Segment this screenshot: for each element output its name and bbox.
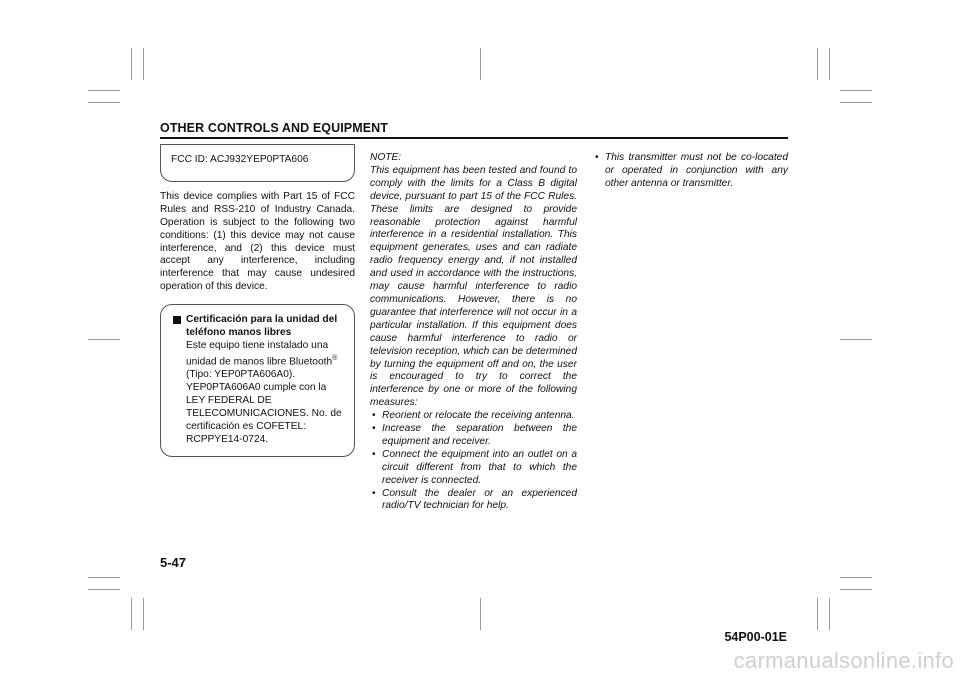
page-number: 5-47 <box>160 555 187 570</box>
note-text: This equipment has been tested and found to comply with the limits for a Class B digital device, pursuant to part 15 of the FCC Rules. These limits are designed to provide reasonable protection against harmful interference in a residential installation. This equipment generates, uses and can radiate radio frequency energy and, if not installed and used in accordance with the instructions, may cause harmful interference to radio communications. However, there is no guarantee that interference will not occur in a particular installation. If this equipment does cause harmful interference to radio or television reception, which can be determined by turning the equipment off and on, the user is encouraged to try to correct the interference by one or more of the following measures: <box>370 164 577 409</box>
list-item: • Consult the dealer or an experienced radio/TV technician for help. <box>370 488 577 514</box>
crop-mark <box>88 339 120 340</box>
crop-mark <box>840 589 872 590</box>
crop-mark <box>840 339 872 340</box>
crop-mark <box>88 589 120 590</box>
note-label: NOTE: <box>370 152 402 163</box>
measures-list <box>370 410 577 513</box>
list-item: • Reorient or relocate the receiving antenna. <box>370 410 577 423</box>
certification-title-row <box>173 314 342 340</box>
crop-mark <box>817 48 818 80</box>
crop-mark <box>131 48 132 80</box>
square-bullet-icon <box>173 316 181 324</box>
crop-mark <box>88 90 120 91</box>
transmitter-list <box>593 152 788 191</box>
registered-mark: ® <box>332 354 338 362</box>
crop-mark <box>143 598 144 630</box>
compliance-text: This device complies with Part 15 of FCC Rules and RSS-210 of Industry Canada. Operation is subject to the following two conditions: (1) this device may not cause interference, and (2) this device must accept any interference, including interference that may cause undesired operation of this device. <box>160 190 355 293</box>
crop-mark <box>480 48 481 80</box>
middle-column <box>370 152 577 513</box>
crop-mark <box>817 598 818 630</box>
header-rule <box>160 137 788 139</box>
section-title: OTHER CONTROLS AND EQUIPMENT <box>160 121 389 135</box>
crop-mark <box>131 598 132 630</box>
certification-body <box>173 340 342 447</box>
crop-mark <box>829 48 830 80</box>
certification-text-b: (Tipo: YEP0PTA606A0). YEP0PTA606A0 cumple con la LEY FEDERAL DE TELECOMUNICACIONES. No. de certificación es COFETEL: RCPPYE14-0724. <box>186 369 342 445</box>
right-column <box>593 152 788 191</box>
left-column <box>160 144 355 457</box>
document-code: 54P00-01E <box>724 630 787 644</box>
crop-mark <box>88 577 120 578</box>
crop-mark <box>480 598 481 630</box>
crop-mark <box>840 90 872 91</box>
crop-mark <box>829 598 830 630</box>
list-item: • Connect the equipment into an outlet on a circuit different from that to which the receiver is connected. <box>370 449 577 488</box>
crop-mark <box>143 48 144 80</box>
crop-mark <box>840 577 872 578</box>
crop-mark <box>840 102 872 103</box>
watermark: carmanualsonline.info <box>733 648 954 673</box>
crop-mark <box>88 102 120 103</box>
list-item: • Increase the separation between the equipment and receiver. <box>370 423 577 449</box>
certification-title: Certificación para la unidad del teléfono manos libres <box>186 314 338 339</box>
certification-text-a: Este equipo tiene instalado una unidad de manos libre Bluetooth <box>186 339 333 368</box>
list-item: • This transmitter must not be co-located or operated in conjunction with any other antenna or transmitter. <box>593 152 788 191</box>
fcc-id-box <box>160 144 355 182</box>
certification-box <box>160 304 355 456</box>
fcc-id: FCC ID: ACJ932YEP0PTA606 <box>171 154 309 165</box>
